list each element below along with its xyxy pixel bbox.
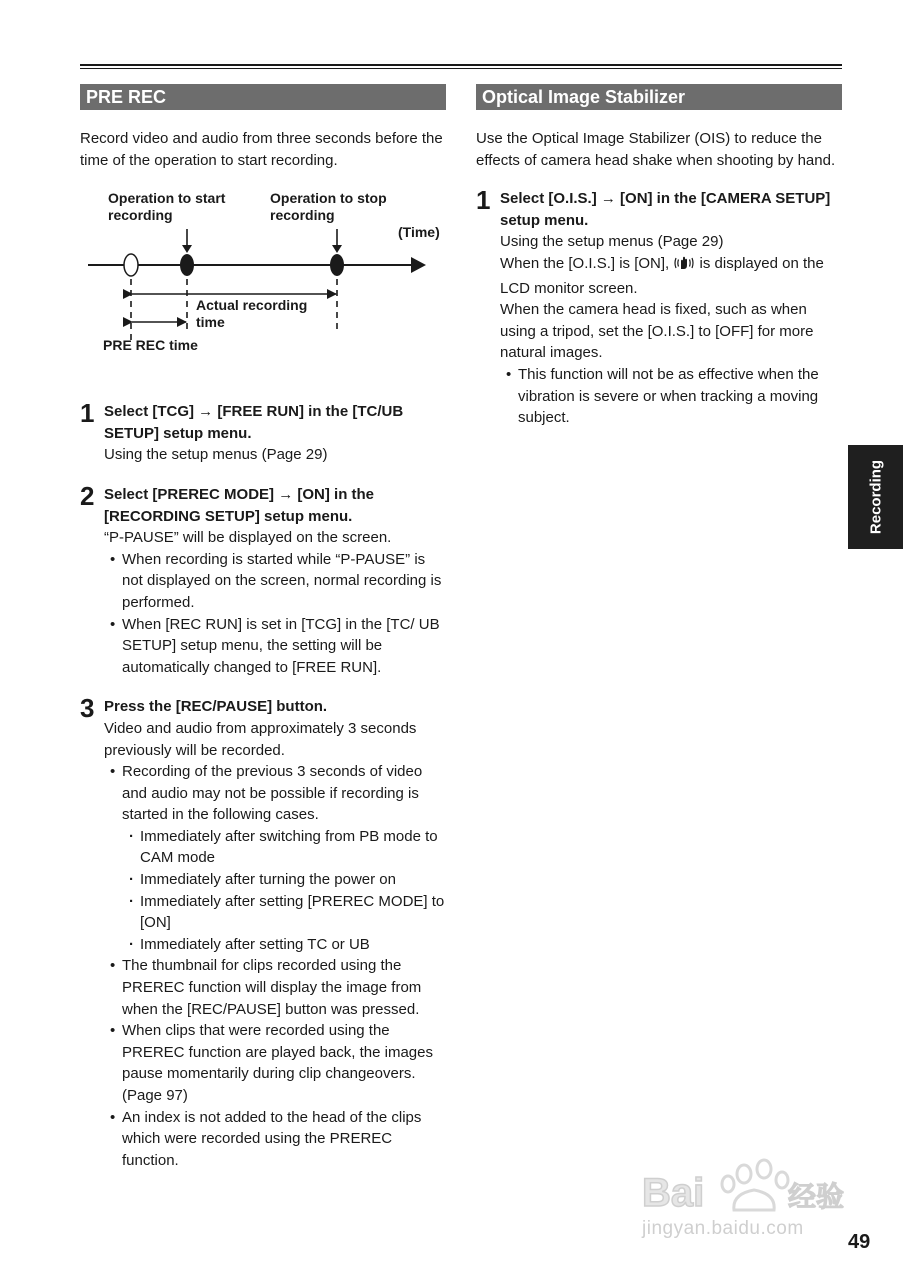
time-axis-arrowhead — [411, 257, 426, 273]
prerec-step-3 — [80, 693, 446, 1171]
bullet-item: • When clips that were recorded using the PREREC function are played back, the images pause momentarily during clip changeovers. (Page 97) — [104, 1020, 446, 1106]
label-operation-start: Operation to start recording — [108, 190, 226, 224]
chapter-tab-label: Recording — [867, 459, 884, 535]
step-number: 1 — [80, 398, 95, 429]
step-title: Select [TCG] → [FREE RUN] in the [TC/UB SETUP] setup menu. — [104, 403, 404, 442]
bullet-item: • The thumbnail for clips recorded using the PREREC function will display the image from when the [REC/PAUSE] button was pressed. — [104, 955, 446, 1020]
step-bullets — [104, 761, 446, 1171]
step-number: 1 — [476, 185, 491, 216]
bullet-text: Recording of the previous 3 seconds of video and audio may not be possible if recording is started in the following cases. — [122, 763, 423, 824]
top-rule — [80, 64, 842, 66]
text-before-icon: When the [O.I.S.] is [ON], — [500, 254, 674, 272]
section-heading-prerec: PRE REC — [80, 84, 446, 110]
ois-hand-icon — [673, 255, 695, 278]
right-column — [476, 84, 842, 429]
ois-intro: Use the Optical Image Stabilizer (OIS) to reduce the effects of camera head shake when shooting by hand. — [476, 130, 836, 169]
label-actual-recording-time: Actual recording time — [196, 297, 308, 331]
step-text: “P-PAUSE” will be displayed on the screen. — [104, 529, 392, 547]
prerec-step-2 — [80, 480, 446, 678]
sub-bullets — [122, 826, 446, 956]
bullet-item: • When [REC RUN] is set in [TCG] in the [TC/ UB SETUP] setup menu, the setting will be automatically changed to [FREE RUN]. — [104, 614, 446, 679]
label-operation-stop: Operation to stop recording — [270, 190, 387, 224]
step-bullets — [104, 549, 446, 679]
page-number: 49 — [848, 1231, 871, 1253]
record-start-marker — [180, 254, 194, 276]
bullet-item: • An index is not added to the head of the clips which were recorded using the PREREC function. — [104, 1107, 446, 1172]
chapter-side-tab — [848, 445, 903, 549]
left-column — [80, 84, 446, 1171]
step-bullets — [500, 364, 842, 429]
prerec-timing-diagram — [80, 189, 446, 364]
watermark-url: jingyan.baidu.com — [642, 1218, 804, 1239]
start-arrowhead — [182, 245, 192, 253]
prerec-start-marker — [124, 254, 138, 276]
baidu-watermark-logo — [636, 1152, 848, 1218]
stop-arrowhead — [332, 245, 342, 253]
sub-bullet-item: · Immediately after turning the power on — [122, 869, 446, 891]
sub-bullet-item: · Immediately after setting TC or UB — [122, 934, 446, 956]
bullet-item: • When recording is started while “P-PAUSE” is not displayed on the screen, normal recording is performed. — [104, 549, 446, 614]
step-number: 2 — [80, 480, 95, 511]
ois-step-1 — [476, 185, 842, 429]
sub-bullet-item: · Immediately after switching from PB mode to CAM mode — [122, 826, 446, 869]
svg-text:经验: 经验 — [788, 1180, 845, 1213]
step-number: 3 — [80, 693, 95, 724]
sub-bullet-item: · Immediately after setting [PREREC MODE] to [ON] — [122, 891, 446, 934]
record-stop-marker — [330, 254, 344, 276]
svg-text:Bai: Bai — [642, 1171, 705, 1215]
prerec-step-1 — [80, 398, 446, 466]
step-title: Select [PREREC MODE] → [ON] in the [RECORDING SETUP] setup menu. — [104, 485, 375, 525]
baidu-watermark — [636, 1152, 848, 1244]
label-prerec-time: PRE REC time — [103, 337, 198, 354]
step-text: Video and audio from approximately 3 seconds previously will be recorded. — [104, 719, 417, 759]
bullet-item — [104, 761, 446, 955]
label-time: (Time) — [398, 224, 440, 241]
top-rule-thin — [80, 68, 842, 69]
step-text: When the camera head is fixed, such as when using a tripod, set the [O.I.S.] to [OFF] for more natural images. — [500, 301, 814, 362]
prerec-intro: Record video and audio from three seconds before the time of the operation to start recording. — [80, 130, 443, 169]
step-text: Using the setup menus (Page 29) — [104, 446, 328, 464]
step-title: Press the [REC/PAUSE] button. — [104, 698, 328, 716]
step-title: Select [O.I.S.] → [ON] in the [CAMERA SETUP] setup menu. — [500, 190, 831, 229]
step-text-ois-icon-line — [500, 253, 842, 299]
step-text: Using the setup menus (Page 29) — [500, 233, 724, 251]
section-heading-ois: Optical Image Stabilizer — [476, 84, 842, 110]
bullet-item: • This function will not be as effective when the vibration is severe or when tracking a moving subject. — [500, 364, 842, 429]
text-after-icon: is displayed on the LCD monitor screen. — [500, 254, 824, 297]
